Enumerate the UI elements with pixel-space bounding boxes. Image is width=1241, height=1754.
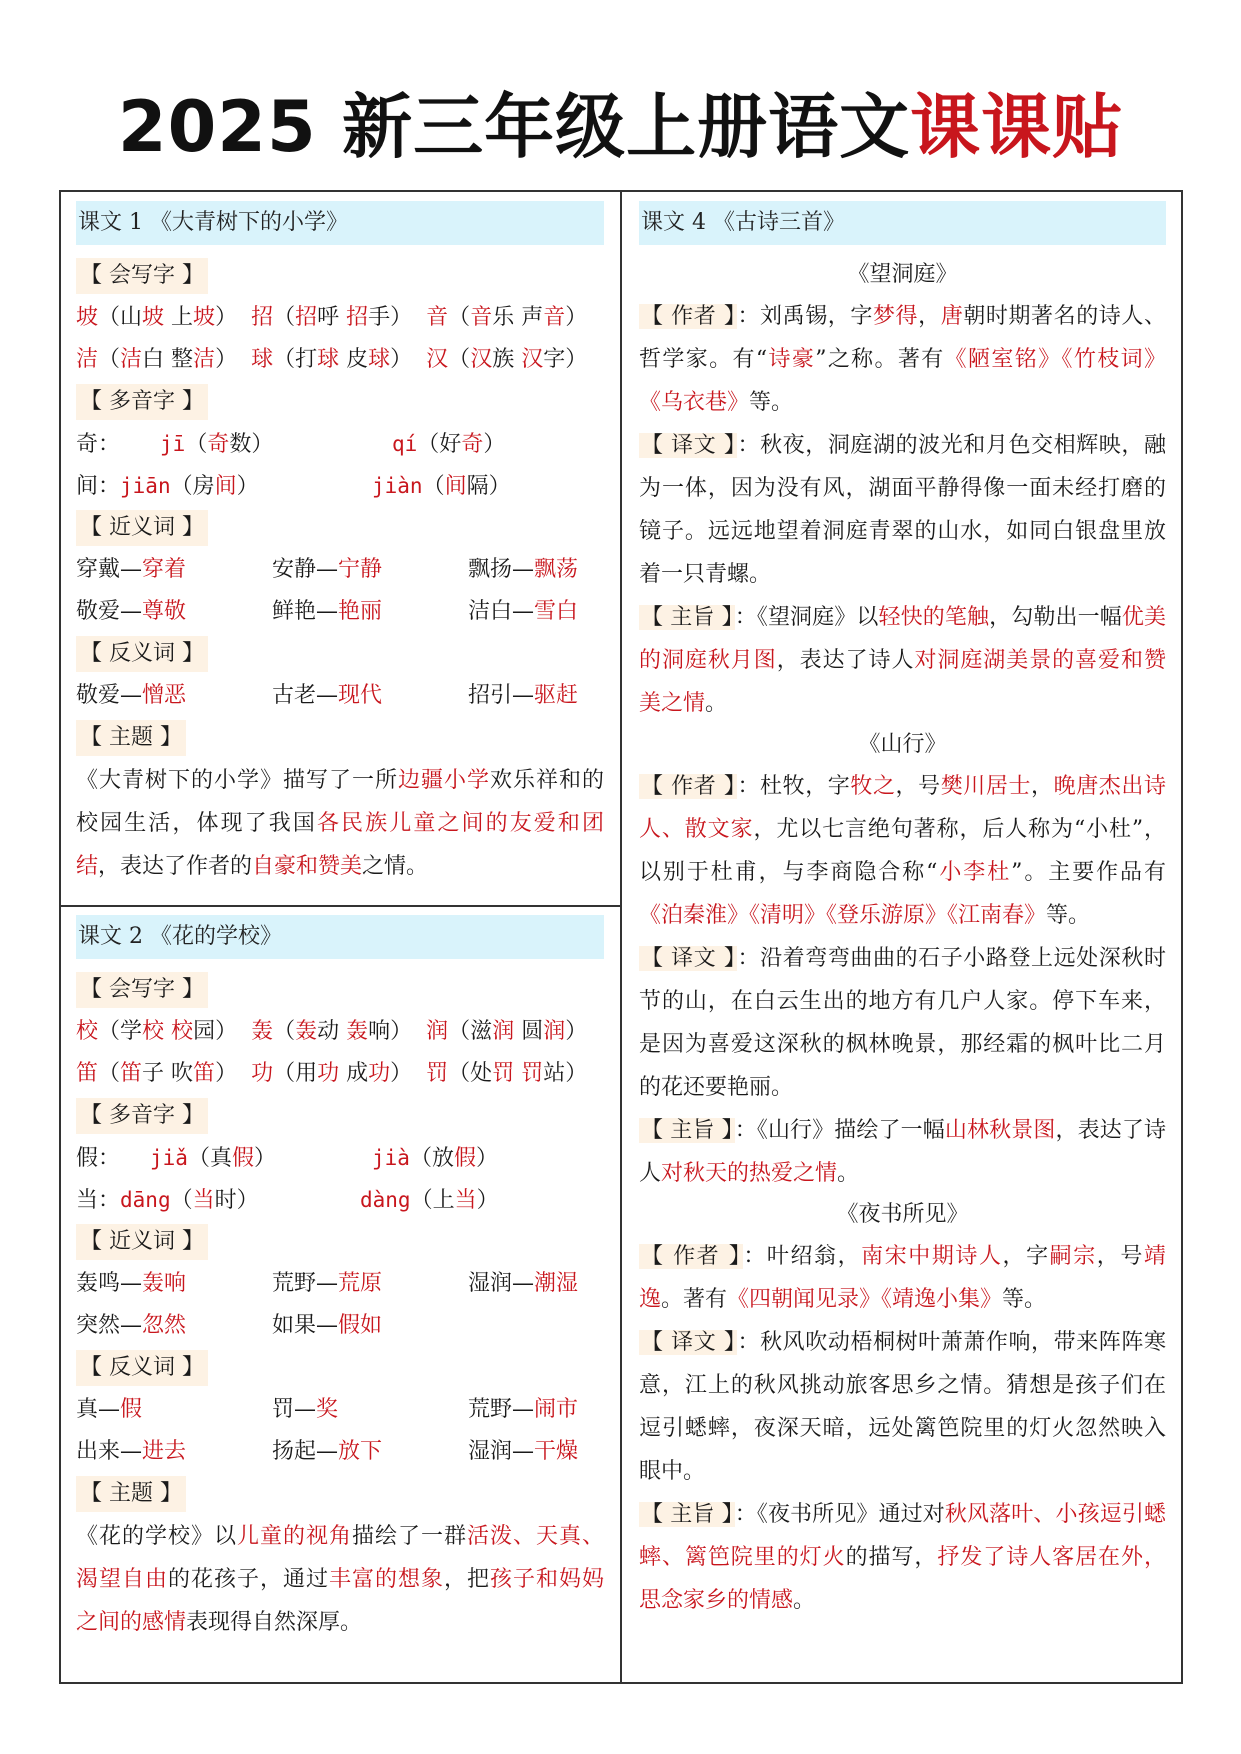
lesson2-ant-label: 【 反义词 】: [76, 1350, 208, 1386]
word: 轰鸣—: [76, 1271, 143, 1296]
text: ：杜牧，字: [737, 774, 851, 799]
highlight: 《泊秦淮》《清明》《登乐游原》《江南春》: [639, 903, 1047, 928]
highlight: 抒发了诗人客居在外，思念家乡的情感: [639, 1545, 1166, 1613]
lesson1-write-row-1: [76, 297, 604, 339]
poem-author-label: 【 作者 】: [641, 304, 736, 329]
write-char: 轰: [251, 1019, 274, 1044]
text: ：《山行》描绘了一幅: [734, 1118, 945, 1143]
poly-word: （上: [410, 1188, 455, 1213]
word: 洁白—: [468, 599, 535, 624]
lesson1-panel: [76, 201, 604, 888]
highlight: 靖逸: [639, 1244, 1166, 1312]
highlight: 晚唐杰出诗人、散文家: [639, 774, 1166, 842]
write-char: 罚: [492, 1061, 515, 1086]
word: 安静—: [272, 557, 339, 582]
word: 招引—: [468, 683, 535, 708]
write-char: 功: [251, 1061, 274, 1086]
pinyin: jià: [372, 1146, 410, 1170]
highlight: 对秋天的热爱之情: [661, 1161, 838, 1186]
write-word: ）: [215, 347, 238, 372]
poem-trans-label: 【 译文 】: [641, 433, 736, 458]
text: ，表达了诗人: [639, 1118, 1166, 1186]
highlight: 对洞庭湖美景的喜爱和赞美之情: [639, 648, 1166, 716]
word: 湿润—: [468, 1439, 535, 1464]
pinyin: dāng: [120, 1188, 171, 1212]
write-word: 呼: [317, 305, 347, 330]
pinyin: jī: [160, 432, 186, 456]
text: ”之称。著有: [815, 347, 945, 372]
write-char: 轰: [295, 1019, 318, 1044]
write-char: 坡: [142, 305, 165, 330]
poem-author-label: 【 作者 】: [641, 774, 736, 799]
poem-main-label: 【 主旨 】: [641, 1502, 733, 1527]
poly-word-char: 当: [192, 1188, 215, 1213]
word: 湿润—: [468, 1271, 535, 1296]
write-word: （山: [98, 305, 143, 330]
write-word: 族: [492, 347, 522, 372]
poem-trans-text: ：沿着弯弯曲曲的石子小路登上远处深秋时节的山，在白云生出的地方有几户人家。停下车来，是因为喜爱这深秋的枫林晚景，那经霜的枫叶比二月的花还要艳丽。: [639, 946, 1166, 1100]
poem-author-label: 【 作者 】: [641, 1244, 742, 1269]
write-char: 汉: [521, 347, 544, 372]
lesson1-theme-label: 【 主题 】: [76, 720, 186, 756]
highlight: 嗣宗: [1049, 1244, 1097, 1269]
poly-word: ）: [253, 1146, 276, 1171]
text: ：刘禹锡，字: [737, 304, 873, 329]
write-char: 润: [426, 1019, 449, 1044]
highlight: 《陋室铭》《竹枝词》《乌衣巷》: [639, 347, 1166, 415]
write-char: 笛: [76, 1061, 99, 1086]
poly-word: （真: [187, 1146, 232, 1171]
text: 等。: [749, 390, 794, 415]
synonym: 假如: [338, 1313, 383, 1338]
highlight: 樊川居士: [940, 774, 1032, 799]
write-char: 轰: [346, 1019, 369, 1044]
poem-trans: [639, 1321, 1166, 1493]
poly-word: （房: [170, 474, 215, 499]
write-word: （: [273, 1019, 296, 1044]
word: 敬爱—: [76, 683, 143, 708]
highlight: 轻快的笔触: [878, 605, 990, 630]
lesson2-syn-row: [76, 1305, 604, 1347]
highlight: 牧之: [850, 774, 896, 799]
write-char: 功: [368, 1061, 391, 1086]
write-word: （滋: [448, 1019, 493, 1044]
poly-word-char: 假: [453, 1146, 476, 1171]
write-char: 校: [76, 1019, 99, 1044]
write-word: 响）: [368, 1019, 413, 1044]
lesson4-header: 课文 4 《古诗三首》: [639, 201, 1166, 245]
text: ，表达了诗人: [776, 648, 915, 673]
word: 荒野—: [468, 1397, 535, 1422]
write-word: （: [273, 305, 296, 330]
text: ，: [918, 304, 941, 329]
highlight: 南宋中期诗人: [861, 1244, 1003, 1269]
poly-word: （放: [409, 1146, 454, 1171]
write-word: 动: [317, 1019, 347, 1044]
pinyin: dàng: [360, 1188, 411, 1212]
write-word: （: [98, 1061, 121, 1086]
lesson2-syn-row: [76, 1263, 604, 1305]
write-char: 洁: [193, 347, 216, 372]
poem-main-label: 【 主旨 】: [641, 1118, 733, 1143]
lesson2-header: 课文 2 《花的学校》: [76, 915, 604, 959]
text: ，勾勒出一幅: [989, 605, 1122, 630]
lesson-divider: [59, 905, 621, 907]
text: ，号: [1096, 1244, 1144, 1269]
lesson2-poly-row: [76, 1179, 604, 1221]
write-char: 招: [295, 305, 318, 330]
write-char: 音: [426, 305, 449, 330]
poly-word-char: 奇: [207, 432, 230, 457]
lesson1-syn-row: [76, 549, 604, 591]
synonym: 宁静: [338, 557, 383, 582]
highlight: 秋风落叶、小孩逗引蟋蟀、篱笆院里的灯火: [639, 1502, 1166, 1570]
poly-word: 隔）: [466, 474, 511, 499]
antonym: 奖: [316, 1397, 339, 1422]
write-char: 笛: [193, 1061, 216, 1086]
synonym: 轰响: [142, 1271, 187, 1296]
write-char: 招: [346, 305, 369, 330]
highlight: 诗豪: [767, 347, 816, 372]
lesson1-poly-row: [76, 465, 604, 507]
poem-main-label: 【 主旨 】: [641, 605, 733, 630]
write-char: 坡: [193, 305, 216, 330]
antonym: 现代: [338, 683, 383, 708]
write-char: 音: [543, 305, 566, 330]
highlight: 唐: [940, 304, 964, 329]
lesson2-write-label: 【 会写字 】: [76, 972, 208, 1008]
lesson2-poly-row: [76, 1137, 604, 1179]
write-word: （: [98, 347, 121, 372]
synonym: 艳丽: [338, 599, 383, 624]
poly-word: ）: [236, 474, 259, 499]
write-word: ）: [390, 347, 413, 372]
highlight: 山林秋景图: [944, 1118, 1056, 1143]
poem-trans: [639, 937, 1166, 1109]
write-char: 洁: [76, 347, 99, 372]
write-word: （: [448, 305, 471, 330]
write-char: 功: [317, 1061, 340, 1086]
lesson2-panel: [76, 915, 604, 1644]
write-char: 罚: [426, 1061, 449, 1086]
synonym: 飘荡: [534, 557, 579, 582]
poly-word: ）: [475, 1146, 498, 1171]
poly-word-char: 间: [214, 474, 237, 499]
write-char: 招: [251, 305, 274, 330]
poly-char: 奇：: [76, 432, 121, 457]
highlight: 《四朝闻见录》《靖逸小集》: [727, 1287, 1003, 1312]
write-char: 球: [251, 347, 274, 372]
lesson1-header: 课文 1 《大青树下的小学》: [76, 201, 604, 245]
write-char: 汉: [470, 347, 493, 372]
synonym: 忽然: [142, 1313, 187, 1338]
highlight: 优美的洞庭秋月图: [639, 605, 1166, 673]
lesson2-ant-row: [76, 1389, 604, 1431]
text: ，尤以七言绝句著称，后人称为“小杜”，以别于杜甫，与李商隐合称“: [639, 817, 1166, 885]
poem-title: 《夜书所见》: [836, 1202, 969, 1227]
write-char: 校: [171, 1019, 194, 1044]
poly-word: ）: [483, 432, 506, 457]
lesson2-ant-row: [76, 1431, 604, 1473]
word: 古老—: [272, 683, 339, 708]
text: ：《望洞庭》以: [734, 605, 879, 630]
synonym: 雪白: [534, 599, 579, 624]
write-word: 圆: [514, 1019, 544, 1044]
write-word: （: [448, 347, 471, 372]
word: 敬爱—: [76, 599, 143, 624]
poem-list: [639, 255, 1166, 1622]
write-word: （学: [98, 1019, 143, 1044]
text: ，号: [895, 774, 941, 799]
poem-main: [639, 1109, 1166, 1195]
antonym: 假: [120, 1397, 143, 1422]
write-word: 乐 声: [492, 305, 544, 330]
write-word: [164, 1019, 171, 1044]
word: 飘扬—: [468, 557, 535, 582]
antonym: 驱赶: [534, 683, 579, 708]
word: 真—: [76, 1397, 121, 1422]
page-title-accent: 课课贴: [910, 86, 1124, 168]
lesson2-theme-label: 【 主题 】: [76, 1476, 186, 1512]
word: 罚—: [272, 1397, 317, 1422]
text: 。: [793, 1588, 816, 1613]
antonym: 放下: [338, 1439, 383, 1464]
write-word: 子 吹: [142, 1061, 194, 1086]
poem-author: [639, 1235, 1166, 1321]
text: 。: [705, 691, 728, 716]
poly-word: （好: [417, 432, 462, 457]
write-word: 园）: [193, 1019, 238, 1044]
lesson2-theme-text: 《花的学校》以儿童的视角描绘了一群活泼、天真、渴望自由的花孩子，通过丰富的想象，把孩子和妈妈之间的感情表现得自然深厚。: [76, 1524, 604, 1635]
poem-author: [639, 765, 1166, 937]
lesson1-theme-text: 《大青树下的小学》描写了一所边疆小学欢乐祥和的校园生活，体现了我国各民族儿童之间的友爱和团结，表达了作者的自豪和赞美之情。: [76, 768, 604, 879]
write-word: （用: [273, 1061, 318, 1086]
write-word: ）: [565, 305, 588, 330]
lesson1-poly-label: 【 多音字 】: [76, 384, 208, 420]
pinyin: jiǎ: [150, 1146, 188, 1170]
write-char: 罚: [521, 1061, 544, 1086]
page-title-main: 2025 新三年级上册语文: [117, 86, 911, 168]
text: ”。主要作品有: [1011, 860, 1166, 885]
text: 。著有: [661, 1287, 728, 1312]
lesson4-panel: [639, 201, 1166, 1622]
lesson2-write-row-2: [76, 1053, 604, 1095]
write-char: 笛: [120, 1061, 143, 1086]
poem-trans-text: ：秋风吹动梧桐树叶萧萧作响，带来阵阵寒意，江上的秋风挑动旅客思乡之情。猜想是孩子们在逗引蟋蟀，夜深天暗，远处篱笆院里的灯火忽然映入眼中。: [639, 1330, 1166, 1484]
poly-word: ）: [476, 1188, 499, 1213]
poem-title: 《望洞庭》: [847, 262, 958, 287]
write-word: 手）: [368, 305, 413, 330]
poly-word: （: [422, 474, 445, 499]
lesson1-poly-row: [76, 423, 604, 465]
write-char: 坡: [76, 305, 99, 330]
synonym: 尊敬: [142, 599, 187, 624]
lesson1-syn-label: 【 近义词 】: [76, 510, 208, 546]
write-word: 字）: [543, 347, 588, 372]
text: 的描写，: [845, 1545, 938, 1570]
text: ：《夜书所见》通过对: [734, 1502, 945, 1527]
write-char: 球: [317, 347, 340, 372]
write-word: 皮: [339, 347, 369, 372]
text: ：叶绍翁，: [743, 1244, 862, 1269]
text: ，: [1031, 774, 1054, 799]
poly-word-char: 间: [444, 474, 467, 499]
write-word: ）: [565, 1019, 588, 1044]
lesson1-syn-row: [76, 591, 604, 633]
poem-title: 《山行》: [858, 732, 947, 757]
lesson1-write-row-2: [76, 339, 604, 381]
poly-word: 数）: [229, 432, 274, 457]
lesson1-ant-row: [76, 675, 604, 717]
word: 荒野—: [272, 1271, 339, 1296]
text: 。: [837, 1161, 860, 1186]
word: 鲜艳—: [272, 599, 339, 624]
poly-word: 时）: [214, 1188, 259, 1213]
antonym: 进去: [142, 1439, 187, 1464]
poly-word: （: [170, 1188, 193, 1213]
lesson2-syn-label: 【 近义词 】: [76, 1224, 208, 1260]
poly-word-char: 当: [454, 1188, 477, 1213]
word: 突然—: [76, 1313, 143, 1338]
synonym: 穿着: [142, 557, 187, 582]
lesson2-write-row-1: [76, 1011, 604, 1053]
poem-trans: [639, 424, 1166, 596]
synonym: 潮湿: [534, 1271, 579, 1296]
word: 穿戴—: [76, 557, 143, 582]
write-char: 校: [142, 1019, 165, 1044]
text: 等。: [1046, 903, 1091, 928]
poly-word-char: 奇: [461, 432, 484, 457]
word: 如果—: [272, 1313, 339, 1338]
text: 等。: [1002, 1287, 1047, 1312]
write-word: （打: [273, 347, 318, 372]
poem-main: [639, 596, 1166, 725]
text: ，字: [1002, 1244, 1050, 1269]
write-char: 汉: [426, 347, 449, 372]
poly-char: 假：: [76, 1146, 121, 1171]
poly-char: 间：: [76, 474, 121, 499]
word: 出来—: [76, 1439, 143, 1464]
poly-word-char: 假: [231, 1146, 254, 1171]
write-char: 洁: [120, 347, 143, 372]
poem-main: [639, 1493, 1166, 1622]
poem-trans-label: 【 译文 】: [641, 1330, 736, 1355]
poly-word: （: [185, 432, 208, 457]
antonym: 闹市: [534, 1397, 579, 1422]
text: 朝时期著名的诗人、哲学家。有“: [639, 304, 1166, 372]
highlight: 梦得: [872, 304, 919, 329]
poly-char: 当：: [76, 1188, 121, 1213]
antonym: 憎恶: [142, 683, 187, 708]
antonym: 干燥: [534, 1439, 579, 1464]
write-word: 成: [339, 1061, 369, 1086]
poem-trans-label: 【 译文 】: [641, 946, 736, 971]
lesson2-poly-label: 【 多音字 】: [76, 1098, 208, 1134]
column-divider: [620, 190, 622, 1684]
write-char: 润: [492, 1019, 515, 1044]
lesson1-write-label: 【 会写字 】: [76, 258, 208, 294]
word: 扬起—: [272, 1439, 339, 1464]
write-word: （处: [448, 1061, 493, 1086]
synonym: 荒原: [338, 1271, 383, 1296]
write-char: 球: [368, 347, 391, 372]
write-word: ）: [390, 1061, 413, 1086]
write-char: 润: [543, 1019, 566, 1044]
write-word: 上: [164, 305, 194, 330]
write-word: ）: [215, 1061, 238, 1086]
page-title: [0, 82, 1241, 172]
lesson1-ant-label: 【 反义词 】: [76, 636, 208, 672]
highlight: 小李杜: [937, 860, 1012, 885]
poem-trans-text: ：秋夜，洞庭湖的波光和月色交相辉映，融为一体，因为没有风，湖面平静得像一面未经打磨的镜子。远远地望着洞庭青翠的山水，如同白银盘里放着一只青螺。: [639, 433, 1166, 587]
write-word: ）: [215, 305, 238, 330]
pinyin: qí: [392, 432, 418, 456]
poem-author: [639, 295, 1166, 424]
pinyin: jiàn: [372, 474, 423, 498]
write-char: 音: [470, 305, 493, 330]
write-word: 站）: [543, 1061, 588, 1086]
pinyin: jiān: [120, 474, 171, 498]
write-word: 白 整: [142, 347, 194, 372]
